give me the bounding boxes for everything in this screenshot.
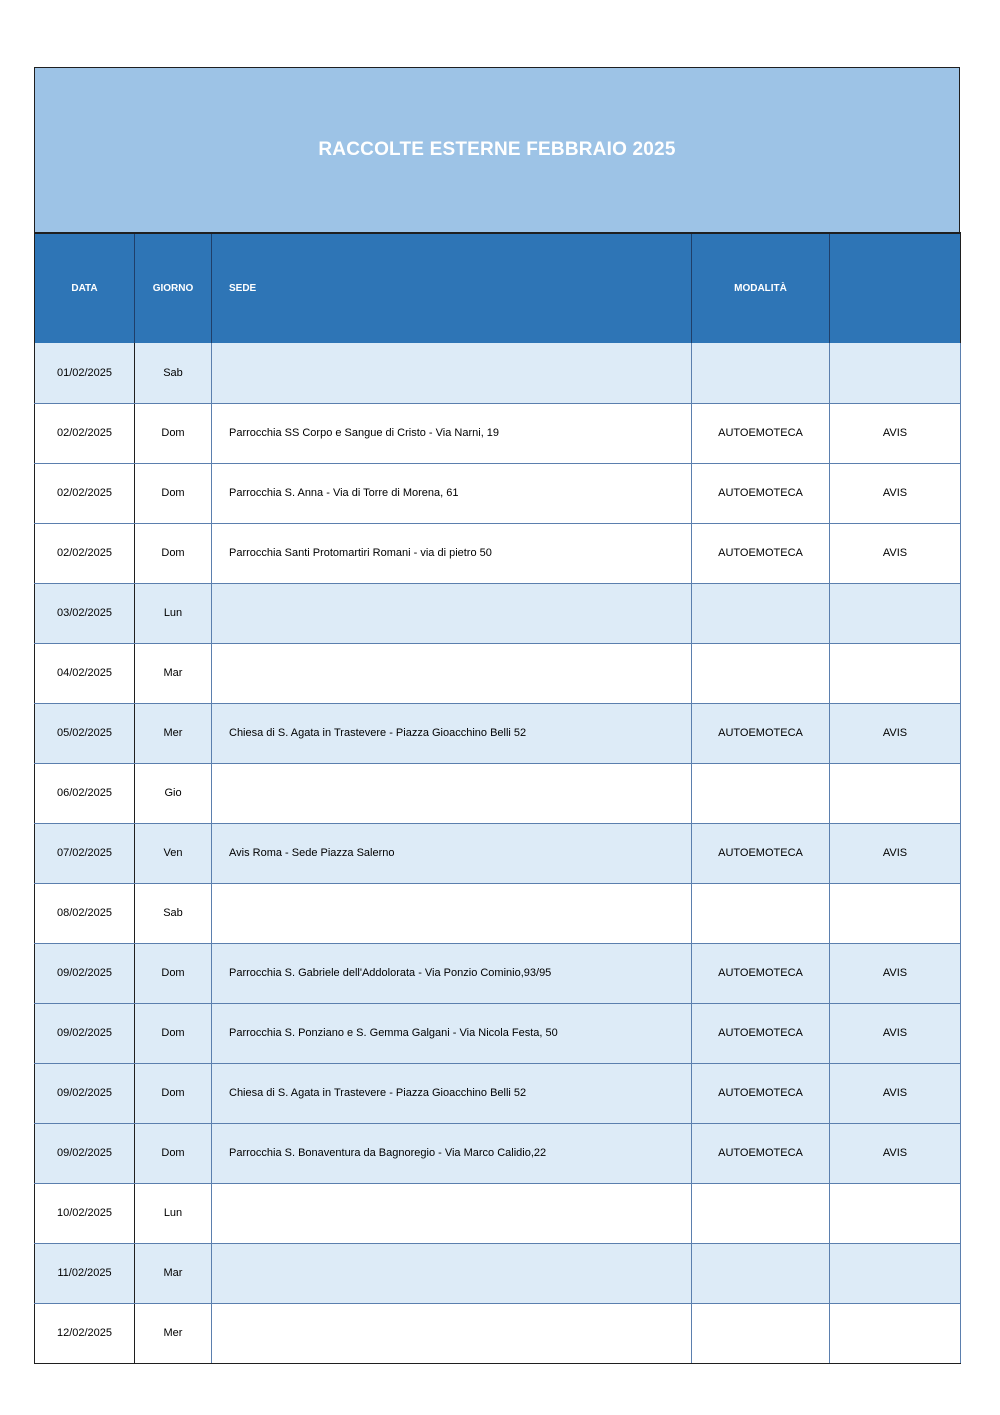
table-row <box>35 1063 961 1123</box>
cell-ente <box>830 1243 961 1303</box>
cell-sede <box>212 1243 692 1303</box>
column-header-extra <box>830 233 961 343</box>
page-title: RACCOLTE ESTERNE FEBBRAIO 2025 <box>318 139 676 160</box>
cell-ente <box>830 763 961 823</box>
cell-modalita <box>692 583 830 643</box>
cell-ente: AVIS <box>830 1003 961 1063</box>
cell-modalita: AUTOEMOTECA <box>692 823 830 883</box>
schedule-table <box>34 232 961 1364</box>
cell-sede <box>212 1183 692 1243</box>
column-header-giorno: GIORNO <box>135 233 212 343</box>
cell-data: 02/02/2025 <box>35 403 135 463</box>
cell-modalita <box>692 883 830 943</box>
cell-modalita: AUTOEMOTECA <box>692 523 830 583</box>
cell-ente: AVIS <box>830 403 961 463</box>
cell-modalita: AUTOEMOTECA <box>692 1003 830 1063</box>
cell-giorno: Dom <box>135 1063 212 1123</box>
cell-giorno: Lun <box>135 583 212 643</box>
cell-modalita <box>692 1303 830 1363</box>
header-row <box>35 233 961 343</box>
cell-sede: Parrocchia Santi Protomartiri Romani - via di pietro 50 <box>212 523 692 583</box>
cell-modalita <box>692 763 830 823</box>
cell-ente <box>830 643 961 703</box>
cell-ente: AVIS <box>830 1063 961 1123</box>
cell-modalita: AUTOEMOTECA <box>692 703 830 763</box>
cell-giorno: Mar <box>135 643 212 703</box>
cell-data: 10/02/2025 <box>35 1183 135 1243</box>
cell-giorno: Gio <box>135 763 212 823</box>
table-row <box>35 463 961 523</box>
cell-ente <box>830 1183 961 1243</box>
cell-sede: Parrocchia S. Ponziano e S. Gemma Galgani - Via Nicola Festa, 50 <box>212 1003 692 1063</box>
cell-data: 08/02/2025 <box>35 883 135 943</box>
table-row <box>35 583 961 643</box>
cell-sede: Chiesa di S. Agata in Trastevere - Piazza Gioacchino Belli 52 <box>212 703 692 763</box>
cell-sede: Avis Roma - Sede Piazza Salerno <box>212 823 692 883</box>
column-header-modalita: MODALITÀ <box>692 233 830 343</box>
cell-giorno: Sab <box>135 883 212 943</box>
cell-data: 01/02/2025 <box>35 343 135 403</box>
cell-ente: AVIS <box>830 823 961 883</box>
cell-ente <box>830 883 961 943</box>
table-row <box>35 1303 961 1363</box>
cell-data: 09/02/2025 <box>35 943 135 1003</box>
table-row <box>35 343 961 403</box>
cell-giorno: Sab <box>135 343 212 403</box>
schedule-sheet <box>34 67 960 1364</box>
cell-data: 12/02/2025 <box>35 1303 135 1363</box>
cell-data: 09/02/2025 <box>35 1003 135 1063</box>
cell-data: 09/02/2025 <box>35 1123 135 1183</box>
cell-ente <box>830 1303 961 1363</box>
cell-giorno: Dom <box>135 463 212 523</box>
column-header-data: DATA <box>35 233 135 343</box>
table-row <box>35 1123 961 1183</box>
cell-giorno: Dom <box>135 1123 212 1183</box>
cell-modalita <box>692 1183 830 1243</box>
cell-modalita <box>692 1243 830 1303</box>
cell-sede <box>212 343 692 403</box>
cell-data: 06/02/2025 <box>35 763 135 823</box>
cell-data: 09/02/2025 <box>35 1063 135 1123</box>
table-row <box>35 703 961 763</box>
cell-modalita: AUTOEMOTECA <box>692 943 830 1003</box>
cell-data: 03/02/2025 <box>35 583 135 643</box>
cell-sede <box>212 883 692 943</box>
cell-giorno: Mer <box>135 703 212 763</box>
cell-data: 04/02/2025 <box>35 643 135 703</box>
cell-sede <box>212 763 692 823</box>
cell-sede: Chiesa di S. Agata in Trastevere - Piazza Gioacchino Belli 52 <box>212 1063 692 1123</box>
cell-sede: Parrocchia S. Gabriele dell'Addolorata - Via Ponzio Cominio,93/95 <box>212 943 692 1003</box>
cell-modalita: AUTOEMOTECA <box>692 463 830 523</box>
table-row <box>35 523 961 583</box>
cell-ente: AVIS <box>830 943 961 1003</box>
cell-modalita <box>692 643 830 703</box>
table-row <box>35 1183 961 1243</box>
table-row <box>35 823 961 883</box>
cell-sede <box>212 1303 692 1363</box>
cell-giorno: Lun <box>135 1183 212 1243</box>
cell-ente: AVIS <box>830 1123 961 1183</box>
cell-modalita <box>692 343 830 403</box>
table-row <box>35 883 961 943</box>
cell-ente: AVIS <box>830 703 961 763</box>
table-row <box>35 943 961 1003</box>
cell-data: 05/02/2025 <box>35 703 135 763</box>
cell-giorno: Mar <box>135 1243 212 1303</box>
cell-sede: Parrocchia S. Bonaventura da Bagnoregio - Via Marco Calidio,22 <box>212 1123 692 1183</box>
table-row <box>35 643 961 703</box>
cell-data: 11/02/2025 <box>35 1243 135 1303</box>
cell-giorno: Dom <box>135 523 212 583</box>
cell-giorno: Ven <box>135 823 212 883</box>
table-row <box>35 1003 961 1063</box>
cell-giorno: Mer <box>135 1303 212 1363</box>
cell-sede: Parrocchia S. Anna - Via di Torre di Morena, 61 <box>212 463 692 523</box>
table-header <box>35 233 961 343</box>
cell-data: 02/02/2025 <box>35 463 135 523</box>
cell-giorno: Dom <box>135 1003 212 1063</box>
cell-ente <box>830 583 961 643</box>
cell-ente: AVIS <box>830 463 961 523</box>
cell-modalita: AUTOEMOTECA <box>692 403 830 463</box>
cell-giorno: Dom <box>135 403 212 463</box>
table-row <box>35 403 961 463</box>
title-band <box>34 67 960 232</box>
cell-ente: AVIS <box>830 523 961 583</box>
cell-giorno: Dom <box>135 943 212 1003</box>
cell-sede: Parrocchia SS Corpo e Sangue di Cristo - Via Narni, 19 <box>212 403 692 463</box>
table-row <box>35 763 961 823</box>
cell-data: 07/02/2025 <box>35 823 135 883</box>
cell-modalita: AUTOEMOTECA <box>692 1063 830 1123</box>
table-body <box>35 343 961 1363</box>
cell-ente <box>830 343 961 403</box>
column-header-sede: SEDE <box>212 233 692 343</box>
cell-modalita: AUTOEMOTECA <box>692 1123 830 1183</box>
cell-data: 02/02/2025 <box>35 523 135 583</box>
cell-sede <box>212 583 692 643</box>
cell-sede <box>212 643 692 703</box>
table-row <box>35 1243 961 1303</box>
